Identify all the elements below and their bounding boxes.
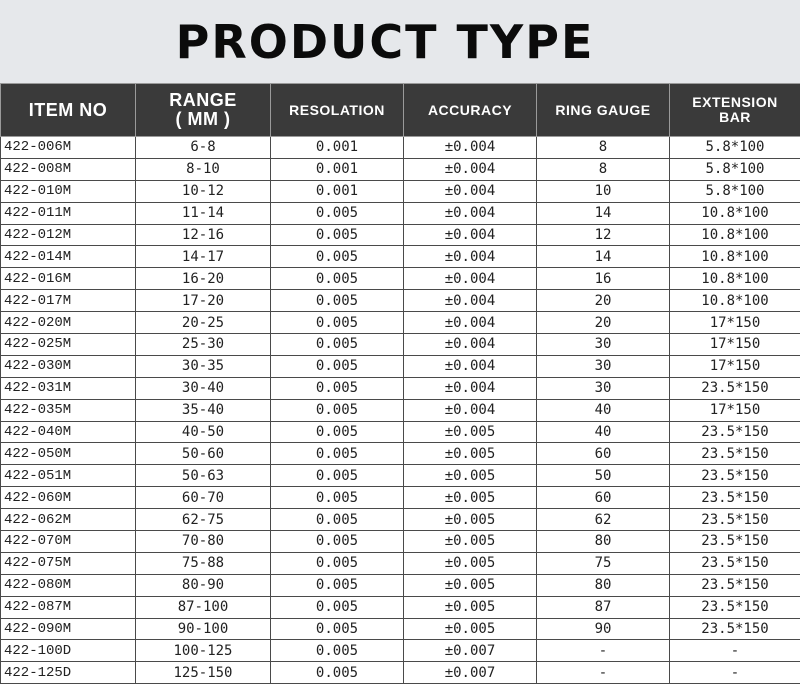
item-no-cell: 422-080M [1,574,136,596]
item-no-cell: 422-014M [1,246,136,268]
resolution-cell: 0.005 [271,224,404,246]
range-cell: 11-14 [136,202,271,224]
item-no-cell: 422-031M [1,377,136,399]
range-cell: 70-80 [136,531,271,553]
accuracy-cell: ±0.005 [404,574,537,596]
extension-bar-cell: 5.8*100 [670,158,800,180]
accuracy-cell: ±0.004 [404,399,537,421]
range-cell: 6-8 [136,137,271,159]
accuracy-cell: ±0.005 [404,596,537,618]
ring-gauge-cell: 8 [537,137,670,159]
ring-gauge-cell: 80 [537,574,670,596]
range-cell: 62-75 [136,509,271,531]
range-cell: 8-10 [136,158,271,180]
table-row [1,224,800,246]
table-row [1,399,800,421]
table-body [1,137,800,684]
extension-bar-cell: 5.8*100 [670,180,800,202]
accuracy-cell: ±0.004 [404,312,537,334]
table-row [1,487,800,509]
range-cell: 50-63 [136,465,271,487]
extension-bar-cell: 23.5*150 [670,509,800,531]
item-no-cell: 422-090M [1,618,136,640]
table-row [1,574,800,596]
accuracy-cell: ±0.005 [404,618,537,640]
item-no-cell: 422-087M [1,596,136,618]
table-row [1,421,800,443]
extension-bar-cell: 10.8*100 [670,202,800,224]
item-no-cell: 422-100D [1,640,136,662]
table-row [1,355,800,377]
ring-gauge-cell: - [537,662,670,684]
extension-bar-cell: 23.5*150 [670,596,800,618]
ring-gauge-cell: 30 [537,377,670,399]
accuracy-cell: ±0.004 [404,137,537,159]
range-cell: 80-90 [136,574,271,596]
extension-bar-cell: 23.5*150 [670,487,800,509]
extension-bar-cell: 10.8*100 [670,224,800,246]
accuracy-cell: ±0.004 [404,290,537,312]
ring-gauge-cell: 30 [537,334,670,356]
range-cell: 30-40 [136,377,271,399]
item-no-cell: 422-011M [1,202,136,224]
resolution-cell: 0.005 [271,662,404,684]
resolution-cell: 0.005 [271,202,404,224]
range-cell: 35-40 [136,399,271,421]
ring-gauge-cell: 62 [537,509,670,531]
table-row [1,640,800,662]
range-cell: 90-100 [136,618,271,640]
ring-gauge-cell: 14 [537,246,670,268]
table-row [1,618,800,640]
accuracy-cell: ±0.007 [404,640,537,662]
resolution-cell: 0.005 [271,268,404,290]
item-no-cell: 422-062M [1,509,136,531]
item-no-cell: 422-020M [1,312,136,334]
resolution-cell: 0.005 [271,443,404,465]
ring-gauge-cell: 12 [537,224,670,246]
header-range [136,84,271,137]
item-no-cell: 422-050M [1,443,136,465]
header-extension-bar-label: BAR [719,109,751,125]
item-no-cell: 422-010M [1,180,136,202]
ring-gauge-cell: 30 [537,355,670,377]
table-row [1,596,800,618]
ring-gauge-cell: 10 [537,180,670,202]
ring-gauge-cell: 50 [537,465,670,487]
item-no-cell: 422-060M [1,487,136,509]
range-cell: 60-70 [136,487,271,509]
table-row [1,246,800,268]
header-item-no: ITEM NO [1,84,136,137]
ring-gauge-cell: 40 [537,421,670,443]
extension-bar-cell: 5.8*100 [670,137,800,159]
accuracy-cell: ±0.005 [404,465,537,487]
extension-bar-cell: 23.5*150 [670,552,800,574]
table-row [1,443,800,465]
table-row [1,509,800,531]
item-no-cell: 422-070M [1,531,136,553]
extension-bar-cell: 23.5*150 [670,574,800,596]
accuracy-cell: ±0.005 [404,487,537,509]
table-row [1,465,800,487]
range-cell: 16-20 [136,268,271,290]
resolution-cell: 0.005 [271,399,404,421]
table-row [1,202,800,224]
ring-gauge-cell: 20 [537,290,670,312]
header-extension-bar [670,84,800,137]
table-row [1,312,800,334]
range-cell: 10-12 [136,180,271,202]
table-row [1,180,800,202]
ring-gauge-cell: 20 [537,312,670,334]
accuracy-cell: ±0.004 [404,334,537,356]
range-cell: 30-35 [136,355,271,377]
table-row [1,290,800,312]
extension-bar-cell: 23.5*150 [670,618,800,640]
resolution-cell: 0.005 [271,552,404,574]
accuracy-cell: ±0.004 [404,377,537,399]
accuracy-cell: ±0.005 [404,531,537,553]
resolution-cell: 0.005 [271,377,404,399]
ring-gauge-cell: 90 [537,618,670,640]
resolution-cell: 0.005 [271,246,404,268]
ring-gauge-cell: 60 [537,443,670,465]
item-no-cell: 422-125D [1,662,136,684]
item-no-cell: 422-035M [1,399,136,421]
accuracy-cell: ±0.004 [404,180,537,202]
accuracy-cell: ±0.004 [404,355,537,377]
table-row [1,531,800,553]
item-no-cell: 422-051M [1,465,136,487]
accuracy-cell: ±0.004 [404,158,537,180]
header-range-unit: ( MM ) [175,109,231,129]
range-cell: 25-30 [136,334,271,356]
resolution-cell: 0.005 [271,574,404,596]
header-resolution: RESOLATION [271,84,404,137]
resolution-cell: 0.005 [271,334,404,356]
range-cell: 20-25 [136,312,271,334]
extension-bar-cell: 10.8*100 [670,246,800,268]
range-cell: 87-100 [136,596,271,618]
extension-bar-cell: 23.5*150 [670,531,800,553]
table-row [1,552,800,574]
resolution-cell: 0.005 [271,640,404,662]
item-no-cell: 422-025M [1,334,136,356]
extension-bar-cell: 23.5*150 [670,421,800,443]
table-row [1,662,800,684]
item-no-cell: 422-040M [1,421,136,443]
item-no-cell: 422-006M [1,137,136,159]
header-ring-gauge: RING GAUGE [537,84,670,137]
resolution-cell: 0.005 [271,465,404,487]
range-cell: 75-88 [136,552,271,574]
extension-bar-cell: 23.5*150 [670,443,800,465]
accuracy-cell: ±0.004 [404,246,537,268]
ring-gauge-cell: 8 [537,158,670,180]
ring-gauge-cell: 40 [537,399,670,421]
resolution-cell: 0.005 [271,355,404,377]
resolution-cell: 0.001 [271,137,404,159]
resolution-cell: 0.005 [271,618,404,640]
resolution-cell: 0.005 [271,596,404,618]
table-row [1,334,800,356]
header-extension-label: EXTENSION [692,94,778,111]
resolution-cell: 0.005 [271,509,404,531]
accuracy-cell: ±0.005 [404,421,537,443]
ring-gauge-cell: 16 [537,268,670,290]
accuracy-cell: ±0.004 [404,224,537,246]
ring-gauge-cell: 14 [537,202,670,224]
range-cell: 14-17 [136,246,271,268]
item-no-cell: 422-017M [1,290,136,312]
table-header-row [1,84,800,137]
ring-gauge-cell: 87 [537,596,670,618]
header-accuracy: ACCURACY [404,84,537,137]
accuracy-cell: ±0.004 [404,268,537,290]
resolution-cell: 0.001 [271,180,404,202]
extension-bar-cell: 17*150 [670,312,800,334]
extension-bar-cell: 23.5*150 [670,465,800,487]
accuracy-cell: ±0.007 [404,662,537,684]
accuracy-cell: ±0.005 [404,552,537,574]
header-range-label: RANGE [169,90,237,111]
resolution-cell: 0.005 [271,487,404,509]
ring-gauge-cell: 75 [537,552,670,574]
extension-bar-cell: 17*150 [670,399,800,421]
item-no-cell: 422-075M [1,552,136,574]
resolution-cell: 0.005 [271,290,404,312]
extension-bar-cell: 23.5*150 [670,377,800,399]
ring-gauge-cell: 60 [537,487,670,509]
resolution-cell: 0.005 [271,531,404,553]
item-no-cell: 422-012M [1,224,136,246]
product-table [0,83,800,684]
accuracy-cell: ±0.005 [404,443,537,465]
range-cell: 12-16 [136,224,271,246]
range-cell: 100-125 [136,640,271,662]
item-no-cell: 422-030M [1,355,136,377]
accuracy-cell: ±0.004 [404,202,537,224]
accuracy-cell: ±0.005 [404,509,537,531]
resolution-cell: 0.005 [271,312,404,334]
resolution-cell: 0.001 [271,158,404,180]
ring-gauge-cell: - [537,640,670,662]
extension-bar-cell: 10.8*100 [670,268,800,290]
extension-bar-cell: 17*150 [670,355,800,377]
range-cell: 40-50 [136,421,271,443]
ring-gauge-cell: 80 [537,531,670,553]
item-no-cell: 422-008M [1,158,136,180]
item-no-cell: 422-016M [1,268,136,290]
extension-bar-cell: 17*150 [670,334,800,356]
table-row [1,268,800,290]
range-cell: 17-20 [136,290,271,312]
table-row [1,377,800,399]
table-row [1,158,800,180]
title-bar [0,0,800,83]
extension-bar-cell: - [670,640,800,662]
extension-bar-cell: 10.8*100 [670,290,800,312]
table-row [1,137,800,159]
range-cell: 50-60 [136,443,271,465]
resolution-cell: 0.005 [271,421,404,443]
extension-bar-cell: - [670,662,800,684]
page-title: PRODUCT TYPE [175,14,595,69]
range-cell: 125-150 [136,662,271,684]
